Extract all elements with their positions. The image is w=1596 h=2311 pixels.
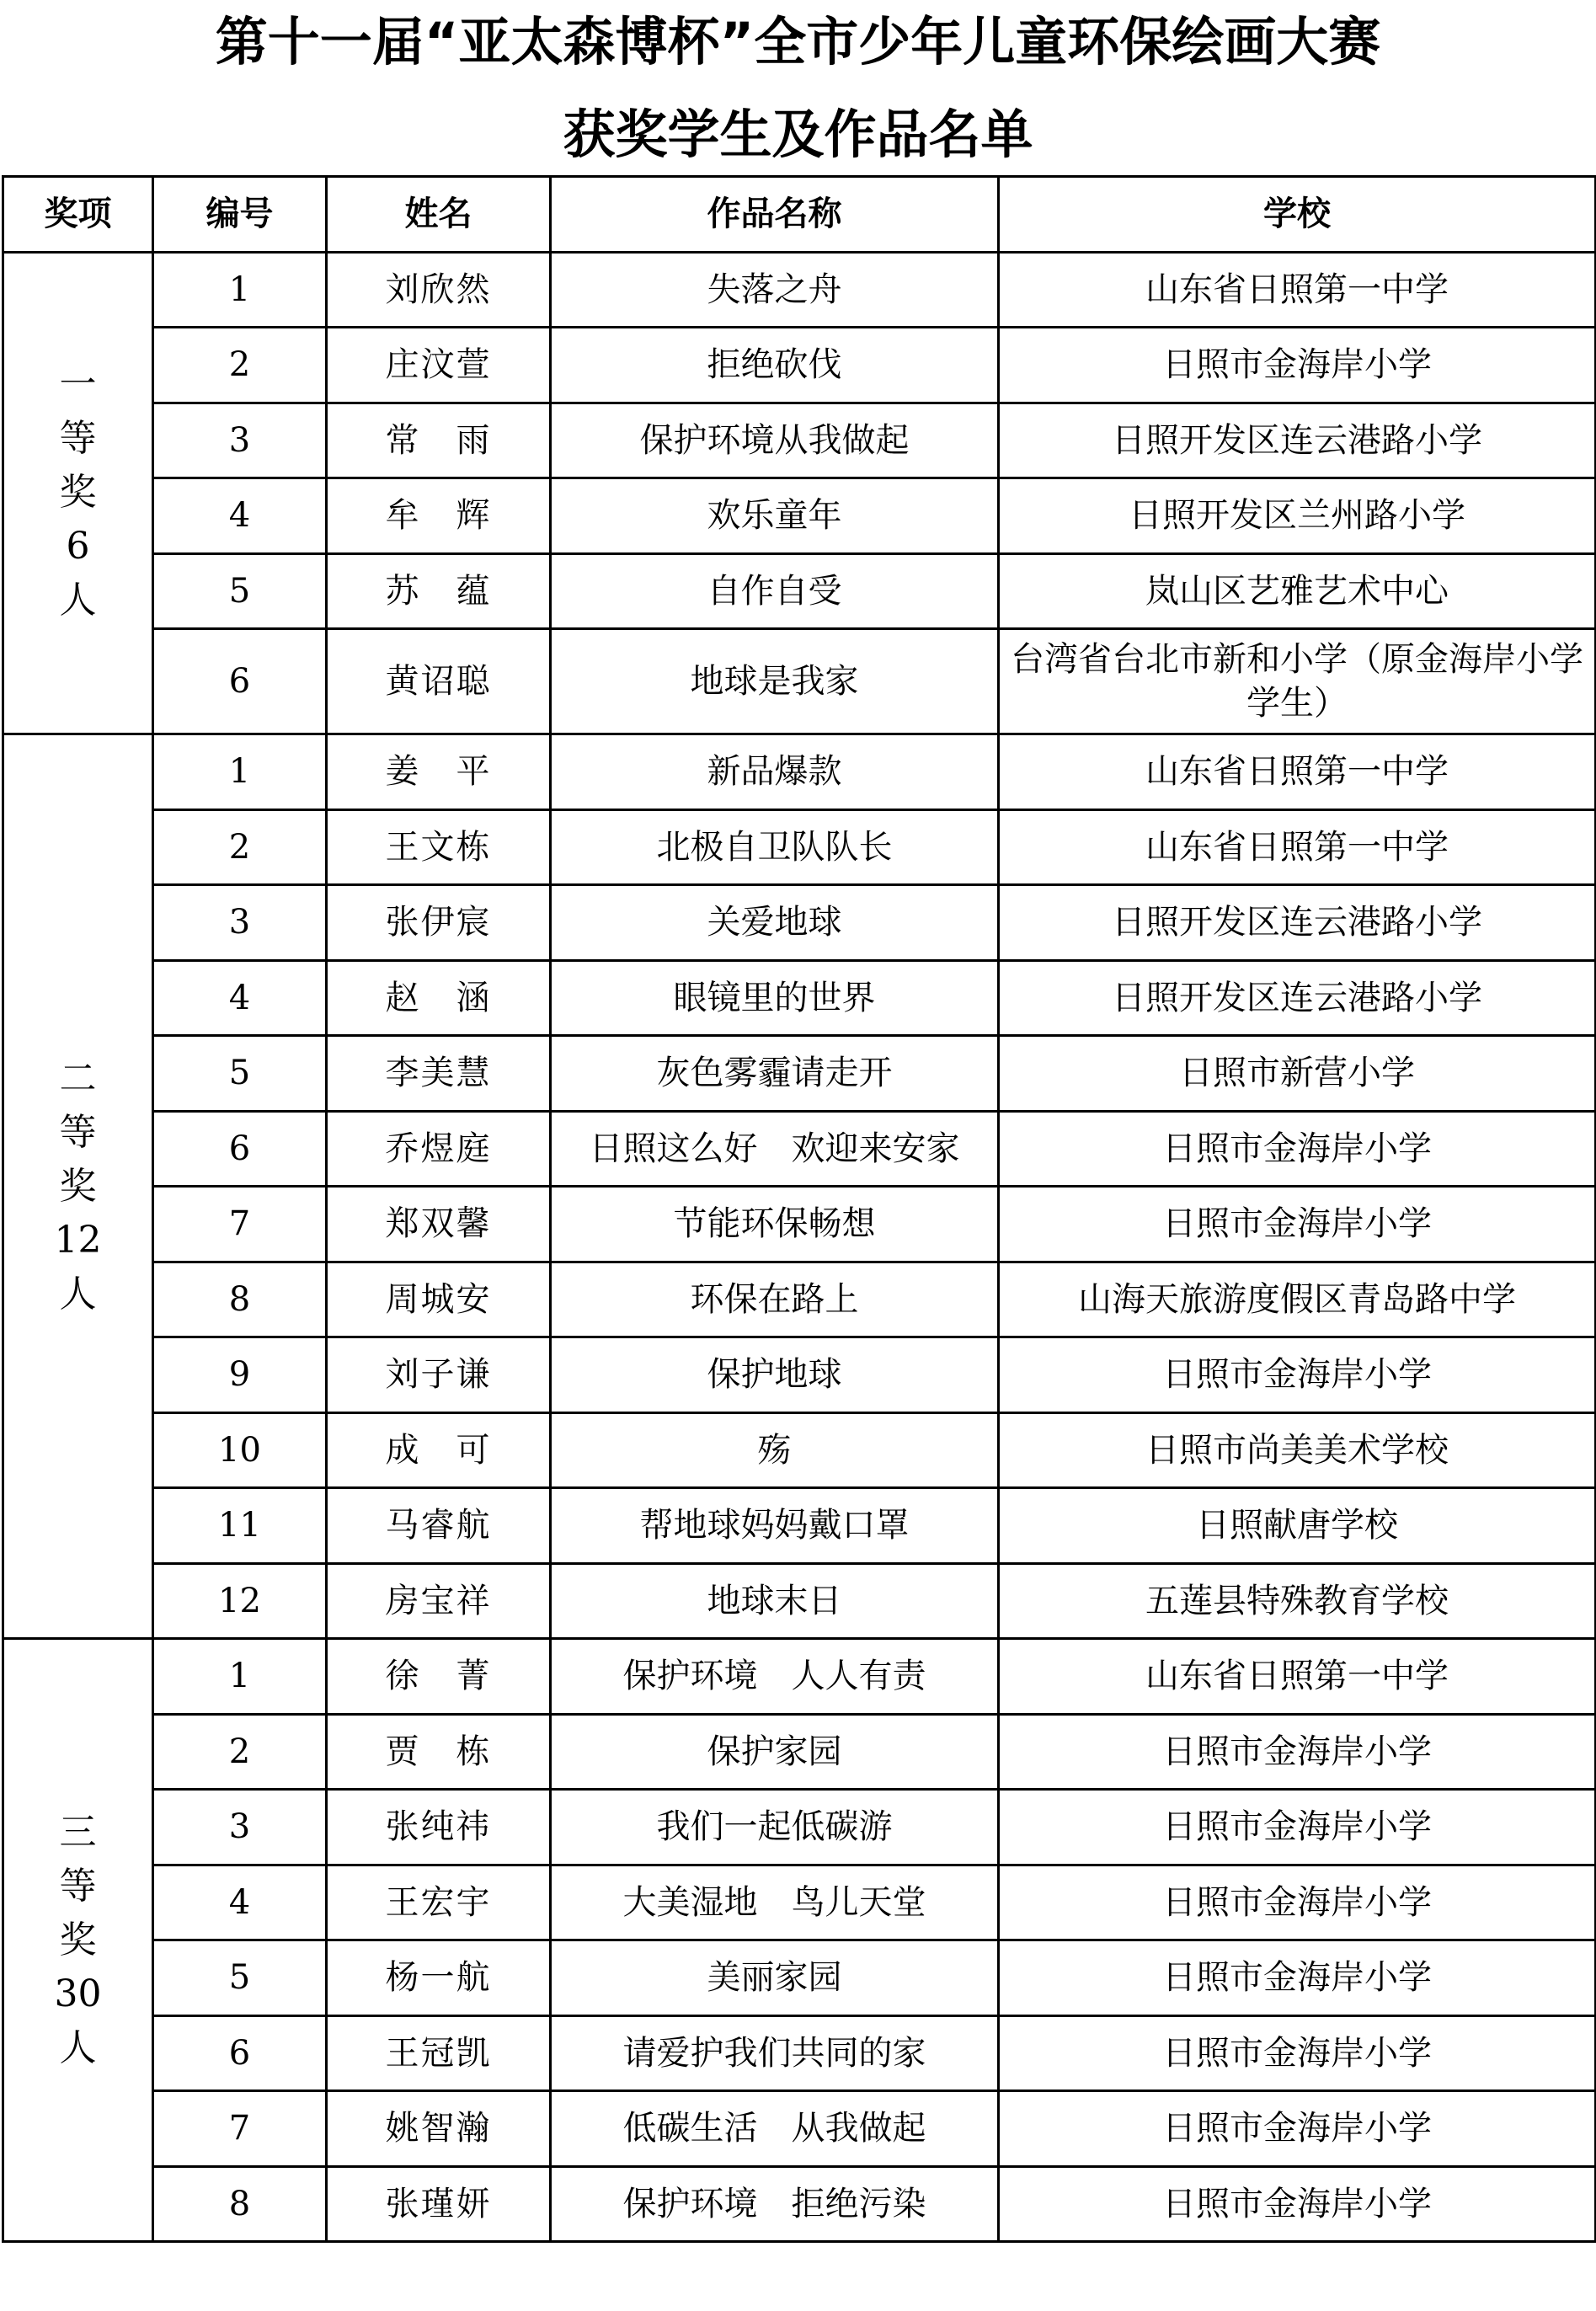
table-row xyxy=(3,2091,1596,2167)
school-cell: 日照献唐学校 xyxy=(999,1488,1596,1564)
award-level-cell xyxy=(3,1639,153,2242)
header-row xyxy=(3,177,1596,253)
table-row xyxy=(3,252,1596,328)
name-cell: 杨一航 xyxy=(327,1940,551,2016)
table-row xyxy=(3,1639,1596,1715)
table-row xyxy=(3,1714,1596,1790)
school-cell: 日照市金海岸小学 xyxy=(999,1187,1596,1262)
work-title-cell: 灰色雾霾请走开 xyxy=(551,1036,999,1112)
name-cell: 张纯祎 xyxy=(327,1790,551,1865)
table-row xyxy=(3,885,1596,961)
name-cell: 房宝祥 xyxy=(327,1563,551,1639)
number-cell: 2 xyxy=(153,809,327,885)
number-cell: 6 xyxy=(153,2015,327,2091)
school-cell: 五莲县特殊教育学校 xyxy=(999,1563,1596,1639)
name-cell: 姚智瀚 xyxy=(327,2091,551,2167)
award-table xyxy=(2,175,1596,2243)
award-level-cell xyxy=(3,252,153,734)
table-row xyxy=(3,1262,1596,1337)
name-cell: 徐 菁 xyxy=(327,1639,551,1715)
number-cell: 3 xyxy=(153,1790,327,1865)
work-title-cell: 环保在路上 xyxy=(551,1262,999,1337)
work-title-cell: 保护环境 拒绝污染 xyxy=(551,2166,999,2242)
name-cell: 王冠凯 xyxy=(327,2015,551,2091)
school-cell: 山东省日照第一中学 xyxy=(999,252,1596,328)
work-title-cell: 节能环保畅想 xyxy=(551,1187,999,1262)
work-title-cell: 自作自受 xyxy=(551,553,999,629)
name-cell: 黄诏聪 xyxy=(327,629,551,734)
name-cell: 赵 涵 xyxy=(327,960,551,1036)
school-cell: 山海天旅游度假区青岛路中学 xyxy=(999,1262,1596,1337)
number-cell: 12 xyxy=(153,1563,327,1639)
name-cell: 张瑾妍 xyxy=(327,2166,551,2242)
number-cell: 3 xyxy=(153,403,327,478)
header-work: 作品名称 xyxy=(551,177,999,253)
school-cell: 日照市金海岸小学 xyxy=(999,1940,1596,2016)
number-cell: 6 xyxy=(153,629,327,734)
award-level-label: 一等奖6人 xyxy=(59,363,97,622)
number-cell: 5 xyxy=(153,1036,327,1112)
table-row xyxy=(3,2015,1596,2091)
number-cell: 4 xyxy=(153,478,327,554)
school-cell: 日照开发区连云港路小学 xyxy=(999,885,1596,961)
name-cell: 庄汶萱 xyxy=(327,328,551,403)
work-title-cell: 大美湿地 鸟儿天堂 xyxy=(551,1865,999,1940)
school-cell: 日照市金海岸小学 xyxy=(999,1111,1596,1187)
school-cell: 日照市金海岸小学 xyxy=(999,1790,1596,1865)
work-title-cell: 请爱护我们共同的家 xyxy=(551,2015,999,2091)
work-title-cell: 保护环境 人人有责 xyxy=(551,1639,999,1715)
name-cell: 马睿航 xyxy=(327,1488,551,1564)
number-cell: 7 xyxy=(153,1187,327,1262)
table-row xyxy=(3,1865,1596,1940)
name-cell: 常 雨 xyxy=(327,403,551,478)
name-cell: 刘欣然 xyxy=(327,252,551,328)
number-cell: 2 xyxy=(153,328,327,403)
school-cell: 山东省日照第一中学 xyxy=(999,734,1596,810)
number-cell: 9 xyxy=(153,1337,327,1413)
table-row xyxy=(3,1412,1596,1488)
name-cell: 成 可 xyxy=(327,1412,551,1488)
table-row xyxy=(3,478,1596,554)
work-title-cell: 新品爆款 xyxy=(551,734,999,810)
number-cell: 3 xyxy=(153,885,327,961)
award-level-label: 三等奖30人 xyxy=(54,1810,102,2069)
document-title: 第十一届“亚太森博杯”全市少年儿童环保绘画大赛 xyxy=(215,11,1381,72)
school-cell: 岚山区艺雅艺术中心 xyxy=(999,553,1596,629)
number-cell: 1 xyxy=(153,252,327,328)
table-row xyxy=(3,2166,1596,2242)
work-title-cell: 日照这么好 欢迎来安家 xyxy=(551,1111,999,1187)
table-row xyxy=(3,1488,1596,1564)
work-title-cell: 殇 xyxy=(551,1412,999,1488)
name-cell: 周城安 xyxy=(327,1262,551,1337)
table-row xyxy=(3,1790,1596,1865)
school-cell: 山东省日照第一中学 xyxy=(999,809,1596,885)
work-title-cell: 失落之舟 xyxy=(551,252,999,328)
work-title-cell: 拒绝砍伐 xyxy=(551,328,999,403)
school-cell: 日照市金海岸小学 xyxy=(999,2166,1596,2242)
header-number: 编号 xyxy=(153,177,327,253)
table-row xyxy=(3,734,1596,810)
name-cell: 刘子谦 xyxy=(327,1337,551,1413)
name-cell: 李美慧 xyxy=(327,1036,551,1112)
table-row xyxy=(3,1111,1596,1187)
number-cell: 4 xyxy=(153,960,327,1036)
number-cell: 5 xyxy=(153,553,327,629)
number-cell: 1 xyxy=(153,1639,327,1715)
table-row xyxy=(3,1337,1596,1413)
school-cell: 日照市金海岸小学 xyxy=(999,1337,1596,1413)
table-row xyxy=(3,960,1596,1036)
table-row xyxy=(3,809,1596,885)
work-title-cell: 保护环境从我做起 xyxy=(551,403,999,478)
number-cell: 1 xyxy=(153,734,327,810)
work-title-cell: 保护家园 xyxy=(551,1714,999,1790)
school-cell: 日照开发区连云港路小学 xyxy=(999,403,1596,478)
work-title-cell: 眼镜里的世界 xyxy=(551,960,999,1036)
number-cell: 7 xyxy=(153,2091,327,2167)
school-cell: 日照市新营小学 xyxy=(999,1036,1596,1112)
header-school: 学校 xyxy=(999,177,1596,253)
table-row xyxy=(3,553,1596,629)
table-row xyxy=(3,629,1596,734)
school-cell: 日照市金海岸小学 xyxy=(999,1714,1596,1790)
work-title-cell: 北极自卫队队长 xyxy=(551,809,999,885)
school-cell: 日照市金海岸小学 xyxy=(999,1865,1596,1940)
school-cell: 日照市金海岸小学 xyxy=(999,2091,1596,2167)
school-cell: 日照市尚美美术学校 xyxy=(999,1412,1596,1488)
name-cell: 乔煜庭 xyxy=(327,1111,551,1187)
header-name: 姓名 xyxy=(327,177,551,253)
work-title-cell: 地球是我家 xyxy=(551,629,999,734)
work-title-cell: 我们一起低碳游 xyxy=(551,1790,999,1865)
school-cell: 山东省日照第一中学 xyxy=(999,1639,1596,1715)
work-title-cell: 关爱地球 xyxy=(551,885,999,961)
name-cell: 牟 辉 xyxy=(327,478,551,554)
award-level-label: 二等奖12人 xyxy=(54,1056,102,1316)
number-cell: 2 xyxy=(153,1714,327,1790)
work-title-cell: 欢乐童年 xyxy=(551,478,999,554)
number-cell: 5 xyxy=(153,1940,327,2016)
number-cell: 8 xyxy=(153,2166,327,2242)
table-row xyxy=(3,1563,1596,1639)
number-cell: 10 xyxy=(153,1412,327,1488)
name-cell: 贾 栋 xyxy=(327,1714,551,1790)
school-cell: 日照开发区兰州路小学 xyxy=(999,478,1596,554)
table-row xyxy=(3,403,1596,478)
table-row xyxy=(3,328,1596,403)
number-cell: 4 xyxy=(153,1865,327,1940)
number-cell: 6 xyxy=(153,1111,327,1187)
document-subtitle: 获奖学生及作品名单 xyxy=(563,104,1033,165)
school-cell: 日照市金海岸小学 xyxy=(999,2015,1596,2091)
name-cell: 郑双馨 xyxy=(327,1187,551,1262)
work-title-cell: 地球末日 xyxy=(551,1563,999,1639)
name-cell: 苏 蕴 xyxy=(327,553,551,629)
school-cell: 日照开发区连云港路小学 xyxy=(999,960,1596,1036)
table-row xyxy=(3,1940,1596,2016)
name-cell: 张伊宸 xyxy=(327,885,551,961)
work-title-cell: 低碳生活 从我做起 xyxy=(551,2091,999,2167)
work-title-cell: 美丽家园 xyxy=(551,1940,999,2016)
table-row xyxy=(3,1187,1596,1262)
school-cell: 日照市金海岸小学 xyxy=(999,328,1596,403)
header-award: 奖项 xyxy=(3,177,153,253)
work-title-cell: 帮地球妈妈戴口罩 xyxy=(551,1488,999,1564)
school-cell: 台湾省台北市新和小学（原金海岸小学学生） xyxy=(999,629,1596,734)
name-cell: 王文栋 xyxy=(327,809,551,885)
name-cell: 王宏宇 xyxy=(327,1865,551,1940)
name-cell: 姜 平 xyxy=(327,734,551,810)
table-row xyxy=(3,1036,1596,1112)
award-level-cell xyxy=(3,734,153,1639)
number-cell: 11 xyxy=(153,1488,327,1564)
number-cell: 8 xyxy=(153,1262,327,1337)
work-title-cell: 保护地球 xyxy=(551,1337,999,1413)
